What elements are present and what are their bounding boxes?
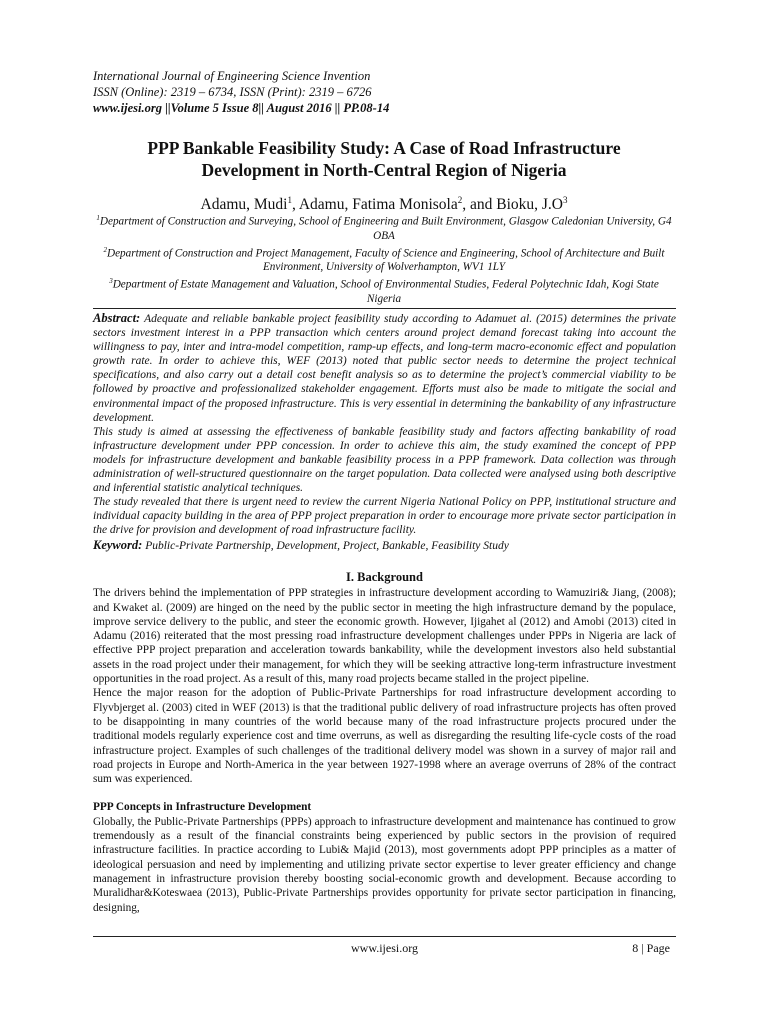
author-sup: 2: [457, 195, 463, 205]
paper-title: PPP Bankable Feasibility Study: A Case of Road Infrastructure Development in North-Central Region of Nigeria: [147, 138, 621, 180]
journal-issue: www.ijesi.org ||Volume 5 Issue 8|| August 2016 || PP.08-14: [93, 101, 390, 115]
journal-header: [93, 68, 693, 116]
author-name: , and Bioku, J.O: [462, 196, 563, 214]
journal-name: International Journal of Engineering Science Invention: [93, 69, 371, 83]
abstract-paragraph: Abstract: Adequate and reliable bankable project feasibility study according to Adamuet al. (2015) determines the private sectors investment interest in a PPP transaction which centers around project demand forecast taking into account the willingness to pay, inter and intra-model competition, ramp-up effects, and long-term macro-economic effect and population growth rate. In order to achieve this, WEF (2013) noted that public sector needs to determine the project technical specifications, and also carry out a detail cost benefit analysis so as to determine the project’s commercial viability to be followed by proactive and professionalized stakeholder engagement. Efforts must also be made to mitigate the social and environmental impact of the proposed infrastructure. This is very essential in determining the bankability of any infrastructure development.: [93, 311, 676, 424]
journal-issn: ISSN (Online): 2319 – 6734, ISSN (Print): 2319 – 6726: [93, 85, 372, 99]
author-sup: 1: [287, 195, 292, 205]
author-name: Adamu, Mudi: [200, 196, 288, 214]
body-paragraph: Hence the major reason for the adoption of Public-Private Partnerships for road infrastructure development according to Flyvbjerget al. (2003) cited in WEF (2013) is that the traditional public delivery of road infrastructure projects has often proved to be disappointing in many countries of the world because many of the road infrastructure projects procured under the traditional models regularly experience cost and time overruns, as well as disregarding the resulting life-cycle costs of the road infrastructure project. Examples of such challenges of the traditional delivery model was shown in a survey of major rail and road projects in Europe and North-America in the year between 1927-1998 where an average overruns of 28% of the contract sum was experienced.: [93, 687, 676, 786]
subsection-heading-ppp-concepts: PPP Concepts in Infrastructure Development: [93, 801, 312, 814]
keywords-label: Keyword:: [93, 537, 143, 552]
affiliation-2: $^2$Department of Construction and Project Management, Faculty of Science and Engineering, School of Architecture and Built Environment, University of Wolverhampton, WV1 1LY: [103, 245, 665, 274]
page-footer: [93, 936, 676, 959]
section-heading-background: I. Background: [346, 570, 423, 584]
abstract-label: Abstract:: [93, 311, 141, 325]
body-paragraph: Globally, the Public-Private Partnerships (PPPs) approach to infrastructure development and maintenance has continued to grow tremendously as a result of the financial constraints being experienced by public sectors in the provision of required infrastructure facilities. In practice according to Lubi& Majid (2013), most governments adopt PPP principles as a matter of ideological persuasion and need by implementing and utilizing private sector expertise to lever greater efficiency and change management in infrastructure provision thereby boosting social-economic growth and development. Because according to Muralidhar&Koteswaea (2013), Public-Private Partnerships provides opportunity for private sector participation in financing, designing,: [93, 815, 676, 914]
author-name: , Adamu, Fatima Monisola: [291, 196, 458, 214]
keywords: Keyword: Public-Private Partnership, Development, Project, Bankable, Feasibility Study: [93, 537, 509, 552]
page-number: 8 | Page: [632, 941, 670, 955]
author-sup: 3: [562, 195, 568, 205]
footer-website: www.ijesi.org: [351, 941, 418, 955]
body-paragraph: The drivers behind the implementation of PPP strategies in infrastructure development according to Wamuziri& Jiang, (2008); and Kwaket al. (2009) are hinged on the need by the public sector in meeting the high infrastructure demand by the populace, improve service delivery to the public, and steer the economic growth. However, Ijigahet al (2012) and Amobi (2013) cited in Adamu (2016) reiterated that the most pressing road infrastructure development challenges under PPPs in Nigeria are lack of effective PPP project preparation and acceleration towards bankability, while the development investors also held substantial assets in the road project under their management, for which they will be seeking attractive long-term infrastructure investment opportunities in the road project. As a result of this, many road projects became stalled in the project pipeline.: [93, 587, 676, 686]
abstract-divider: [93, 308, 676, 309]
abstract-paragraph: This study is aimed at assessing the effectiveness of bankable feasibility study and factors affecting bankability of road infrastructure development under PPP concession. In order to achieve this aim, the study examined the concept of PPP models for infrastructure development and bankable feasibility process in a PPP framework. Data collection was through administration of well-structured questionnaire on the target population. Data collected were analysed using both descriptive and inferential statistic analytical techniques.: [93, 425, 676, 495]
body-text: [93, 565, 676, 915]
abstract-paragraph: The study revealed that there is urgent need to review the current Nigeria National Policy on PPP, institutional structure and individual capacity building in the area of PPP project preparation in order to encourage more private sector participation in the drive for provision and development of road infrastructure facility.: [93, 496, 676, 537]
affiliations: [93, 211, 675, 306]
affiliation-1: $^1$Department of Construction and Surveying, School of Engineering and Built Environment, Glasgow Caledonian University, G4 OBA: [96, 214, 672, 242]
affiliation-3: $^3$Department of Estate Management and Valuation, School of Environmental Studies, Federal Polytechnic Idah, Kogi State Nigeria: [109, 277, 659, 306]
abstract: [93, 311, 676, 553]
